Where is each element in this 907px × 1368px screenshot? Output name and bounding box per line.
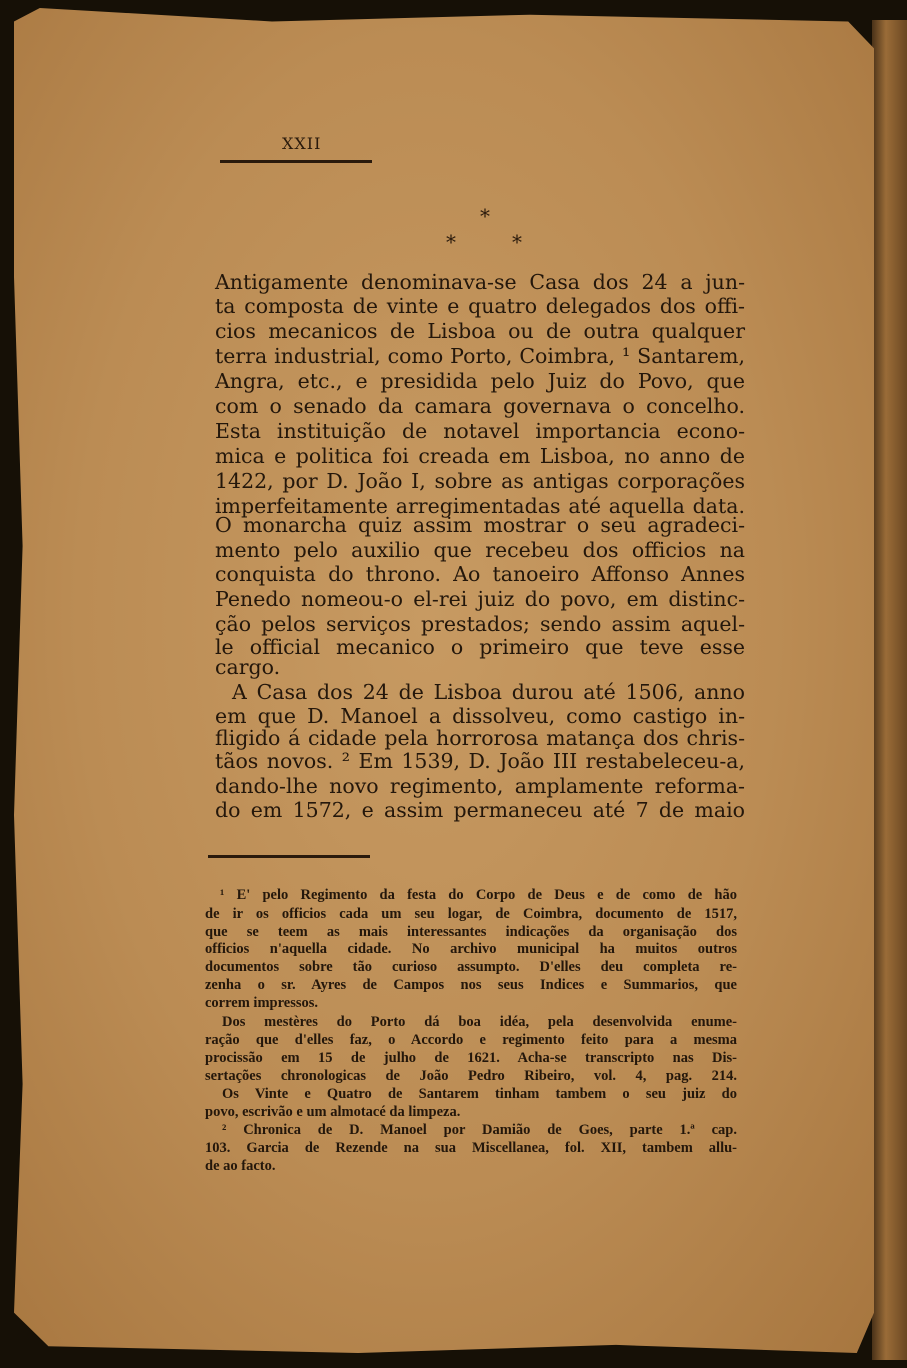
next-page-edge: [872, 20, 907, 1360]
body-line: mento pelo auxilio que recebeu dos officios na: [215, 538, 745, 562]
body-line: Angra, etc., e presidida pelo Juiz do Povo, que: [215, 369, 745, 393]
page-number: XXII: [282, 134, 322, 153]
body-line: conquista do throno. Ao tanoeiro Affonso Annes: [215, 562, 745, 586]
footnote-line: povo, escrivão e um almotacé da limpeza.: [205, 1104, 461, 1120]
body-line: mica e politica foi creada em Lisboa, no anno de: [215, 444, 745, 468]
body-line: ção pelos serviços prestados; sendo assim aquel-: [215, 612, 745, 636]
body-line: Esta instituição de notavel importancia econo-: [215, 419, 745, 443]
footnote-line: que se teem as mais interessantes indicações da organisação dos: [205, 924, 737, 940]
ornament-star: *: [480, 204, 490, 228]
footnote-line: Dos mestères do Porto dá boa idéa, pela desenvolvida enume-: [222, 1014, 737, 1030]
body-line: imperfeitamente arregimentadas até aquella data.: [215, 494, 745, 518]
body-line: fligido á cidade pela horrorosa matança dos chris-: [215, 726, 745, 750]
footnote-line: documentos sobre tão curioso assumpto. D'elles deu completa re-: [205, 959, 737, 975]
footnote-rule: [208, 855, 370, 858]
body-line: A Casa dos 24 de Lisboa durou até 1506, anno: [232, 680, 745, 704]
body-line: com o senado da camara governava o concelho.: [215, 394, 745, 418]
footnote-line: officios n'aquella cidade. No archivo municipal ha muitos outros: [205, 941, 737, 957]
body-line: 1422, por D. João I, sobre as antigas corporações: [215, 469, 745, 493]
body-line: tãos novos. ² Em 1539, D. João III restabeleceu-a,: [215, 749, 745, 773]
body-line: terra industrial, como Porto, Coimbra, ¹ Santarem,: [215, 344, 745, 368]
footnote-line: correm impressos.: [205, 995, 319, 1011]
header-rule: [220, 160, 372, 163]
body-line: O monarcha quiz assim mostrar o seu agradeci-: [215, 513, 745, 537]
footnote-line: sertações chronologicas de João Pedro Ribeiro, vol. 4, pag. 214.: [205, 1068, 737, 1084]
footnote-line: procissão em 15 de julho de 1621. Acha-se transcripto nas Dis-: [205, 1050, 737, 1066]
body-line: le official mecanico o primeiro que teve esse: [215, 635, 745, 659]
body-line: do em 1572, e assim permaneceu até 7 de maio: [215, 798, 745, 822]
footnote-line: Os Vinte e Quatro de Santarem tinham tambem o seu juiz do: [222, 1086, 737, 1102]
body-line: ta composta de vinte e quatro delegados dos offi-: [215, 294, 745, 318]
footnote-line: de ir os officios cada um seu logar, de Coimbra, documento de 1517,: [205, 906, 737, 922]
ornament-star: *: [512, 230, 522, 254]
body-line: Antigamente denominava-se Casa dos 24 a jun-: [215, 270, 745, 294]
body-line: cios mecanicos de Lisboa ou de outra qualquer: [215, 319, 745, 343]
body-line: em que D. Manoel a dissolveu, como castigo in-: [215, 704, 745, 728]
ornament-star: *: [446, 230, 456, 254]
footnote-line: de ao facto.: [205, 1158, 276, 1174]
body-line: dando-lhe novo regimento, amplamente reforma-: [215, 774, 745, 798]
footnote-line: 103. Garcia de Rezende na sua Miscellanea, fol. XII, tambem allu-: [205, 1140, 737, 1156]
body-line: Penedo nomeou-o el-rei juiz do povo, em distinc-: [215, 587, 745, 611]
footnote-line: zenha o sr. Ayres de Campos nos seus Indices e Summarios, que: [205, 977, 737, 993]
body-line: cargo.: [215, 655, 281, 679]
footnote-line: ¹ E' pelo Regimento da festa do Corpo de Deus e de como de hão: [220, 887, 737, 903]
footnote-line: ² Chronica de D. Manoel por Damião de Goes, parte 1.ª cap.: [222, 1122, 737, 1138]
footnote-line: ração que d'elles faz, o Accordo e regimento feito para a mesma: [205, 1032, 737, 1048]
